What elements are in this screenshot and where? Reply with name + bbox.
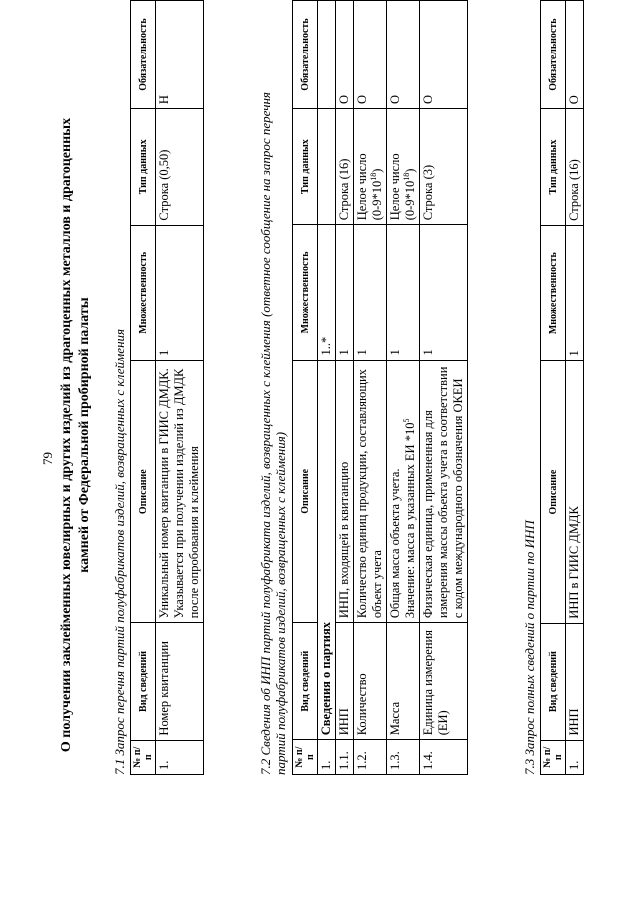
type-close: )	[370, 168, 384, 173]
header-kind: Вид сведений	[293, 623, 318, 740]
cell-kind: Количество	[354, 623, 387, 740]
table-header-row	[541, 1, 566, 775]
cell-type: Строка (0,50)	[156, 109, 204, 226]
cell-kind: Масса	[387, 623, 420, 740]
cell-type: Строка (16)	[336, 109, 354, 225]
header-desc: Описание	[131, 361, 156, 623]
cell-kind: Номер квитанции	[156, 623, 204, 740]
cell-req: О	[420, 1, 468, 109]
table-row	[387, 1, 420, 775]
type-main: Целое число	[388, 153, 402, 221]
cell-req	[318, 1, 336, 109]
section-7-3-caption: 7.3 Запрос полных сведений о партии по ИНП	[522, 520, 537, 775]
cell-req: О	[336, 1, 354, 109]
header-num: № п/п	[541, 740, 566, 774]
type-exponent: 18	[368, 172, 378, 181]
cell-type	[387, 109, 420, 225]
table-row	[336, 1, 354, 775]
header-mult: Множественность	[131, 225, 156, 360]
type-exponent: 18	[401, 172, 411, 181]
cell-mult: 1	[387, 225, 420, 360]
cell-desc: Количество единиц продукции, составляющих объект учета	[354, 360, 387, 623]
type-range: (0-9*10	[403, 180, 417, 221]
cell-desc: Физическая единица, примененная для измерения массы объекта учета в соответствии с кодом международного обозначения ОКЕИ	[420, 360, 468, 623]
cell-group-kind: Сведения о партиях	[318, 360, 336, 740]
cell-num: 1.3.	[387, 740, 420, 775]
table-7-1	[130, 0, 204, 775]
header-req: Обязательность	[293, 1, 318, 109]
cell-req: О	[566, 1, 584, 109]
table-header-row	[293, 1, 318, 775]
cell-desc	[387, 360, 420, 623]
cell-desc: ИНП в ГИИС ДМДК	[566, 361, 584, 623]
type-close: )	[403, 168, 417, 173]
header-kind: Вид сведений	[131, 623, 156, 740]
cell-kind: ИНП	[566, 623, 584, 740]
header-desc: Описание	[541, 361, 566, 623]
header-num: № п/п	[131, 740, 156, 774]
table-header-row	[131, 1, 156, 775]
cell-num: 1.	[318, 740, 336, 775]
section-7-1-caption: 7.1 Запрос перечня партий полуфабрикатов изделий, возвращенных с клеймения	[112, 328, 127, 775]
cell-type: Строка (3)	[420, 109, 468, 225]
header-kind: Вид сведений	[541, 623, 566, 740]
type-main: Целое число	[355, 153, 369, 221]
document-title: О получении заклейменных ювелирных и других изделий из драгоценных металлов и драгоценных камней от Федеральной пробирной палаты	[59, 117, 92, 753]
header-req: Обязательность	[131, 1, 156, 109]
desc-line1: Общая масса объекта учета.	[388, 468, 402, 619]
header-type: Тип данных	[541, 109, 566, 226]
desc-line2: Значение: масса в указанных ЕИ *10	[403, 422, 417, 619]
cell-num: 1.	[156, 740, 204, 774]
header-mult: Множественность	[293, 225, 318, 360]
page-number: 79	[40, 452, 55, 465]
cell-mult: 1	[336, 225, 354, 360]
cell-type	[318, 109, 336, 225]
cell-mult: 1	[566, 225, 584, 361]
header-type: Тип данных	[131, 109, 156, 226]
cell-desc: ИНП, входящей в квитанцию	[336, 360, 354, 623]
table-row	[566, 1, 584, 775]
cell-req: Н	[156, 1, 204, 109]
cell-num: 1.2.	[354, 740, 387, 775]
cell-mult: 1	[156, 225, 204, 360]
cell-kind: ИНП	[336, 623, 354, 740]
table-7-3	[540, 0, 584, 775]
cell-num: 1.4.	[420, 740, 468, 775]
cell-mult: 1..*	[318, 225, 336, 360]
cell-mult: 1	[354, 225, 387, 360]
cell-type: Строка (16)	[566, 109, 584, 226]
header-mult: Множественность	[541, 225, 566, 361]
cell-num: 1.1.	[336, 740, 354, 775]
header-req: Обязательность	[541, 1, 566, 109]
type-range: (0-9*10	[370, 180, 384, 221]
cell-req: О	[387, 1, 420, 109]
header-num: № п/п	[293, 740, 318, 775]
cell-type	[354, 109, 387, 225]
section-7-2-caption: 7.2 Сведения об ИНП партий полуфабриката изделий, возвращенных с клеймения (ответное сообщение на запрос перечня партий полуфабрикатов изделий, возвращенных с клеймения)	[258, 92, 288, 775]
header-desc: Описание	[293, 360, 318, 623]
cell-kind: Единица измерения (ЕИ)	[420, 623, 468, 740]
table-7-2	[292, 0, 468, 775]
header-type: Тип данных	[293, 109, 318, 225]
cell-req: О	[354, 1, 387, 109]
desc-exponent: 5	[401, 418, 411, 423]
cell-mult: 1	[420, 225, 468, 360]
table-group-row	[318, 1, 336, 775]
cell-desc: Уникальный номер квитанции в ГИИС ДМДК. Указывается при получении изделий из ДМДК после опробования и клеймения	[156, 361, 204, 623]
table-row	[156, 1, 204, 775]
table-row	[420, 1, 468, 775]
cell-num: 1.	[566, 740, 584, 774]
table-row	[354, 1, 387, 775]
